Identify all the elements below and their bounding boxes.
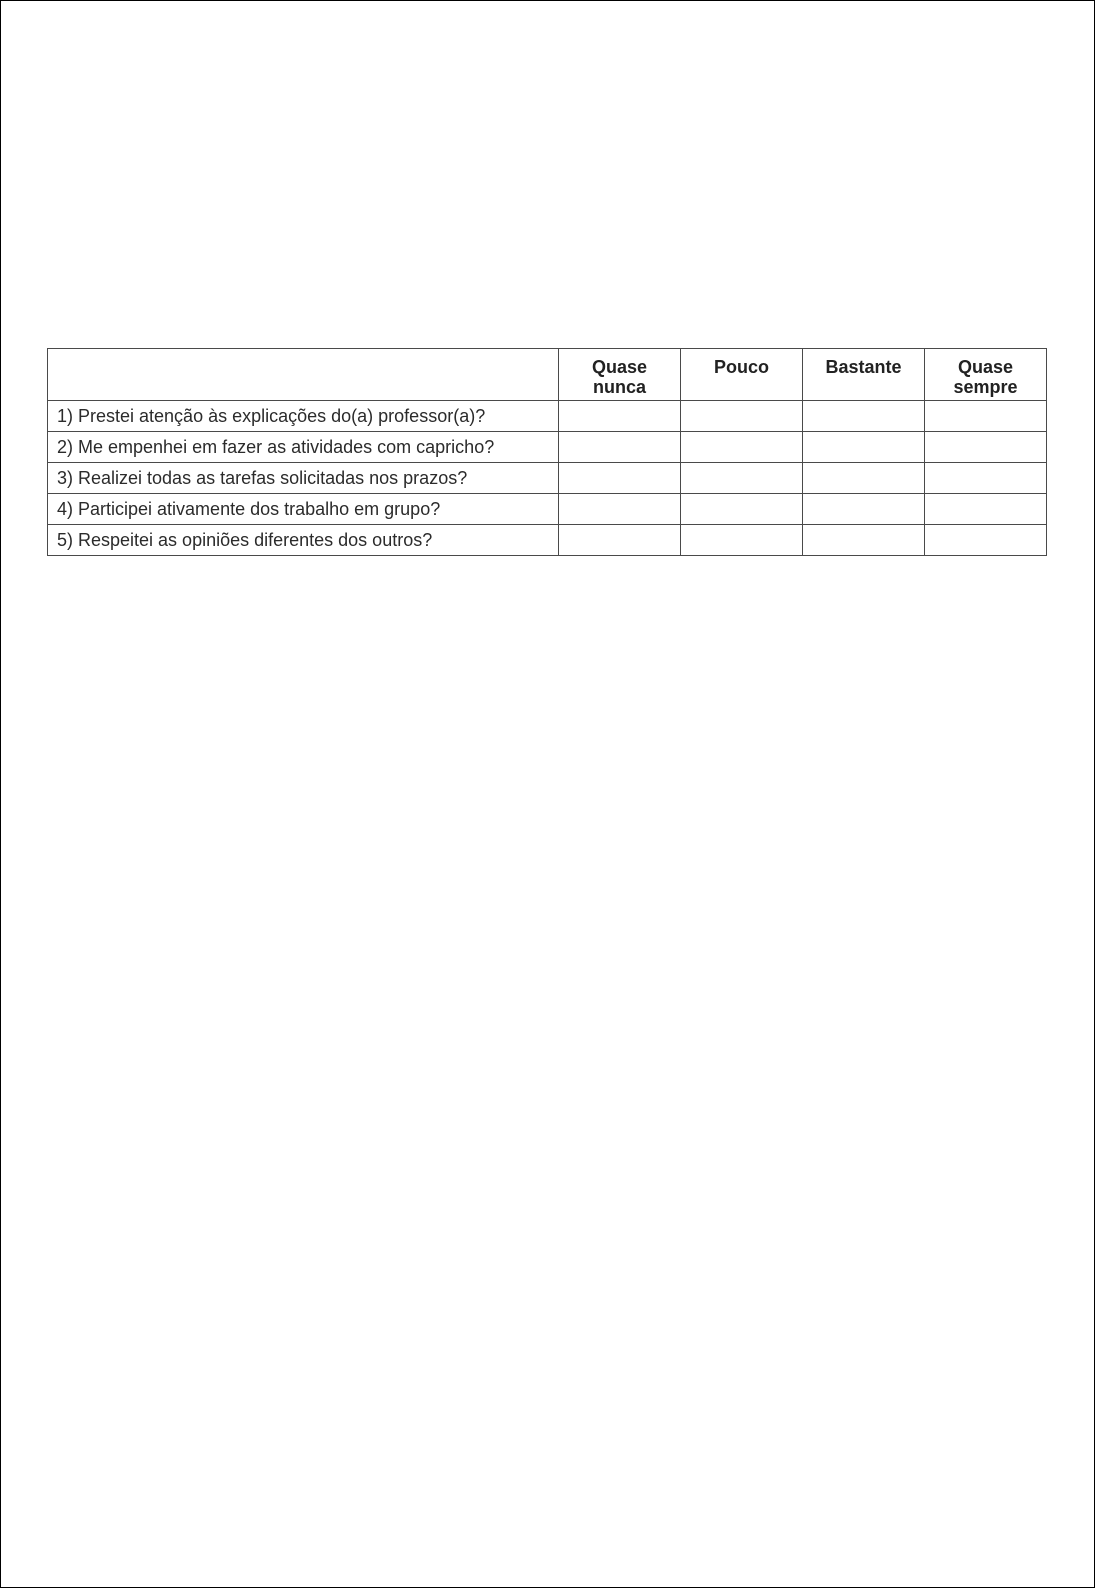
answer-cell-quase-nunca[interactable]: [559, 432, 681, 463]
answer-cell-quase-nunca[interactable]: [559, 525, 681, 556]
answer-cell-quase-nunca[interactable]: [559, 494, 681, 525]
answer-cell-quase-sempre[interactable]: [925, 401, 1047, 432]
header-row: [48, 349, 1047, 401]
answer-cell-quase-sempre[interactable]: [925, 432, 1047, 463]
answer-cell-quase-nunca[interactable]: [559, 463, 681, 494]
answer-cell-pouco[interactable]: [681, 525, 803, 556]
question-cell: 4) Participei ativamente dos trabalho em grupo?: [48, 494, 559, 525]
question-cell: 2) Me empenhei em fazer as atividades com capricho?: [48, 432, 559, 463]
answer-cell-pouco[interactable]: [681, 432, 803, 463]
question-cell: 3) Realizei todas as tarefas solicitadas nos prazos?: [48, 463, 559, 494]
table-row: [48, 525, 1047, 556]
table-row: [48, 463, 1047, 494]
answer-cell-quase-sempre[interactable]: [925, 463, 1047, 494]
header-quase-sempre: Quase sempre: [925, 349, 1047, 401]
question-cell: 1) Prestei atenção às explicações do(a) professor(a)?: [48, 401, 559, 432]
self-evaluation-table: [47, 348, 1047, 556]
question-cell: 5) Respeitei as opiniões diferentes dos outros?: [48, 525, 559, 556]
header-question-corner: [48, 349, 559, 401]
table-row: [48, 432, 1047, 463]
answer-cell-pouco[interactable]: [681, 401, 803, 432]
answer-cell-bastante[interactable]: [803, 463, 925, 494]
answer-cell-bastante[interactable]: [803, 401, 925, 432]
answer-cell-quase-sempre[interactable]: [925, 494, 1047, 525]
table-row: [48, 494, 1047, 525]
answer-cell-bastante[interactable]: [803, 494, 925, 525]
table-row: [48, 401, 1047, 432]
header-pouco: Pouco: [681, 349, 803, 401]
answer-cell-pouco[interactable]: [681, 463, 803, 494]
answer-cell-quase-sempre[interactable]: [925, 525, 1047, 556]
header-bastante: Bastante: [803, 349, 925, 401]
answer-cell-bastante[interactable]: [803, 432, 925, 463]
answer-cell-pouco[interactable]: [681, 494, 803, 525]
answer-cell-bastante[interactable]: [803, 525, 925, 556]
header-quase-nunca: Quase nunca: [559, 349, 681, 401]
answer-cell-quase-nunca[interactable]: [559, 401, 681, 432]
